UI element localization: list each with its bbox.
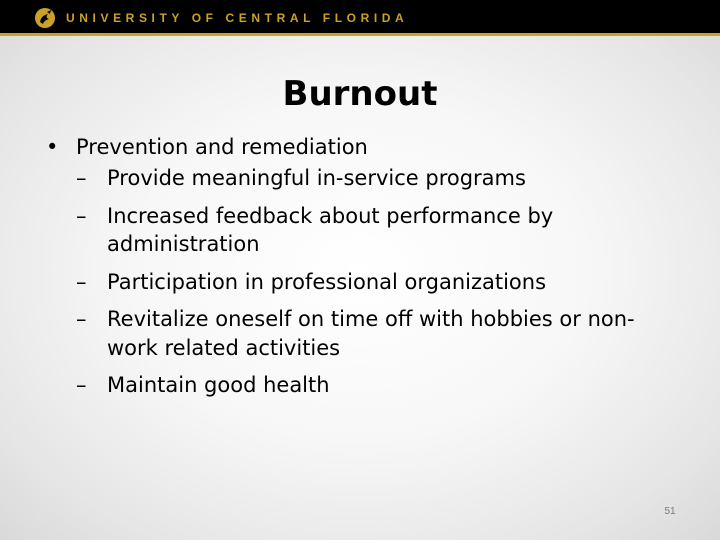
main-bullet-text: Prevention and remediation	[76, 135, 368, 159]
slide-title: Burnout	[282, 74, 438, 114]
header-bar	[0, 0, 720, 36]
sub-bullet	[46, 164, 682, 193]
dash-marker: –	[76, 307, 87, 331]
main-bullet	[46, 130, 686, 164]
sub-bullet-list	[46, 164, 686, 400]
dash-marker: –	[76, 373, 87, 397]
sub-bullet	[46, 305, 682, 362]
bullet-marker: •	[46, 135, 59, 159]
sub-bullet-text: Increased feedback about performance by administration	[107, 203, 554, 256]
slide-content	[46, 130, 686, 409]
university-name: UNIVERSITY OF CENTRAL FLORIDA	[66, 11, 409, 25]
dash-marker: –	[76, 203, 87, 228]
pegasus-logo-icon	[34, 7, 56, 29]
sub-bullet-text: Provide meaningful in-service programs	[107, 166, 526, 190]
sub-bullet	[46, 371, 682, 400]
dash-marker: –	[76, 166, 87, 190]
sub-bullet-text: Revitalize oneself on time off with hobbies or non-work related activities	[107, 307, 635, 360]
sub-bullet-text: Participation in professional organizations	[107, 269, 547, 294]
page-number: 51	[664, 506, 676, 517]
sub-bullet-text: Maintain good health	[107, 373, 330, 397]
dash-marker: –	[76, 269, 87, 294]
sub-bullet	[46, 268, 682, 297]
sub-bullet	[46, 202, 682, 259]
